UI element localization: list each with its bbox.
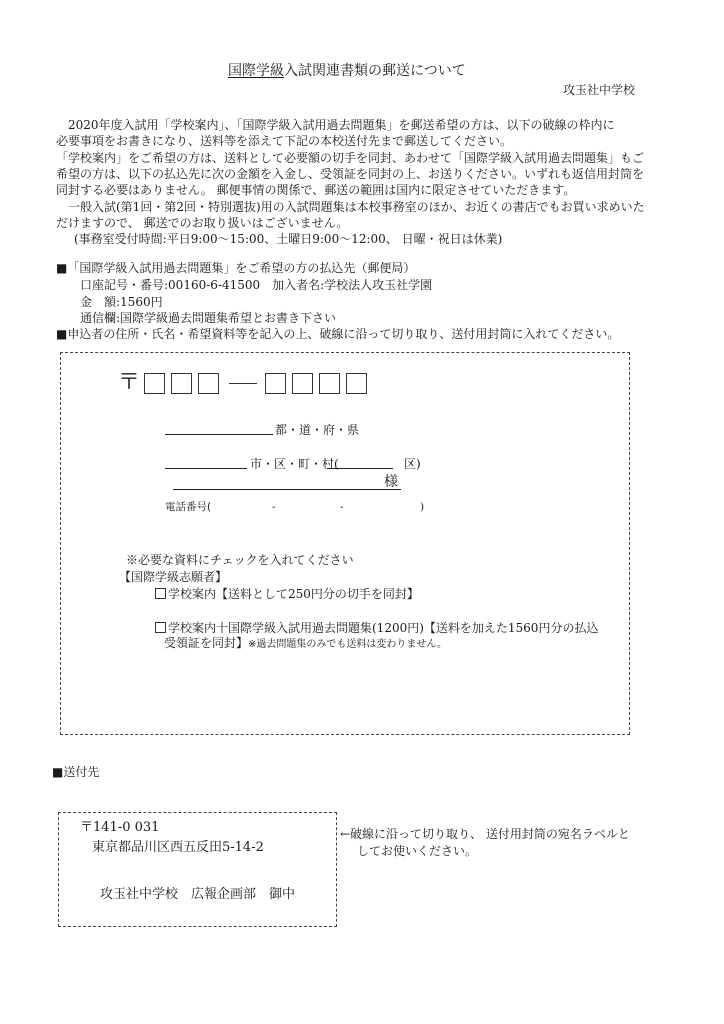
intro-line-4: 希望の方は、以下の払込先に次の金額を入金し、受領証を同封の上、お送りください。いずれも返信用封筒を	[56, 167, 645, 181]
check-note: ※必要な資料にチェックを入れてください	[126, 553, 354, 567]
option-guide-and-exam-book[interactable]	[155, 621, 598, 636]
postal-dash	[229, 383, 257, 384]
payment-account: 口座記号・番号:00160-6-41500 加入者名:学校法人攻玉社学園	[80, 278, 433, 292]
application-form-cutout	[60, 352, 630, 735]
option-school-guide-label: 学校案内【送料として250円分の切手を同封】	[168, 587, 419, 601]
intro-line-6: 一般入試(第1回・第2回・特別選抜)用の入試問題集は本校事務室のほか、お近くの書店でもお買い求めいた	[68, 200, 645, 214]
city-input-line[interactable]	[165, 468, 247, 469]
city-label: 市・区・町・村(	[250, 457, 339, 471]
form-instruction: ■申込者の住所・氏名・希望資料等を記入の上、破線に沿って切り取り、送付用封筒に入れてください。	[56, 327, 620, 341]
mailing-heading: ■送付先	[52, 765, 100, 779]
intro-line-2: 必要事項をお書きになり、送料等を添えて下記の本校送付先まで郵送してください。	[56, 134, 513, 148]
option-guide-and-exam-book-label: 学校案内十国際学級入試用過去問題集(1200円)【送料を加えた1560円分の払込	[168, 621, 599, 635]
intro-line-7: だけますので、 郵送でのお取り扱いはございません。	[56, 216, 349, 230]
option-guide-and-exam-book-cont	[164, 636, 447, 651]
postal-digit-box[interactable]	[198, 373, 219, 394]
intro-line-5: 同封する必要はありません。 郵便事情の関係で、郵送の範囲は国内に限定させていただきます。	[56, 183, 576, 197]
postal-digit-box[interactable]	[144, 373, 165, 394]
name-suffix: 様	[384, 474, 398, 490]
payment-amount: 金 額:1560円	[80, 295, 163, 309]
mailing-postal: 〒141-0 031	[80, 820, 160, 835]
mailing-recipient: 攻玉社中学校 広報企画部 御中	[100, 887, 296, 902]
postal-mark-icon: 〒	[118, 370, 141, 395]
checkbox[interactable]	[155, 622, 166, 633]
intro-line-8: (事務室受付時間:平日9:00～15:00、土曜日9:00～12:00、 日曜・祝日は休業)	[74, 232, 503, 246]
postal-digit-box[interactable]	[346, 373, 367, 394]
title-rest: 入試関連書類の郵送について	[284, 63, 466, 79]
applicant-category: 【国際学級志願者】	[119, 570, 228, 584]
option-cont-text: 受領証を同封】	[164, 636, 249, 650]
label-note-line-2: してお使いください。	[357, 844, 478, 858]
postal-digit-box[interactable]	[265, 373, 286, 394]
school-name: 攻玉社中学校	[563, 83, 636, 97]
prefecture-label: 都・道・府・県	[275, 423, 360, 437]
title-underlined: 国際学級	[228, 63, 284, 79]
option-note: ※過去問題集のみでも送料は変わりません。	[248, 639, 447, 650]
label-note-line-1: ←破線に沿って切り取り、 送付用封筒の宛名ラベルと	[340, 827, 630, 841]
postal-code-field[interactable]	[118, 372, 373, 394]
option-school-guide[interactable]	[155, 587, 419, 602]
payment-heading: ■「国際学級入試用過去問題集」をご希望の方の払込先（郵便局）	[56, 261, 416, 275]
intro-line-1: 2020年度入試用「学校案内」、「国際学級入試用過去問題集」を郵送希望の方は、以下の破線の枠内に	[68, 118, 615, 132]
phone-input[interactable]	[220, 500, 415, 514]
name-input-line[interactable]	[173, 489, 401, 490]
ward-input-line[interactable]	[327, 468, 393, 469]
checkbox[interactable]	[155, 588, 166, 599]
ward-label: 区)	[404, 457, 421, 471]
postal-digit-box[interactable]	[319, 373, 340, 394]
mailing-address: 東京都品川区西五反田5-14-2	[92, 840, 264, 855]
payment-memo: 通信欄:国際学級過去問題集希望とお書き下さい	[80, 311, 337, 325]
phone-separator-2: -	[340, 501, 344, 513]
page-title	[228, 62, 466, 80]
phone-separator-1: -	[272, 501, 276, 513]
postal-digit-box[interactable]	[171, 373, 192, 394]
prefecture-input-line[interactable]	[165, 434, 273, 435]
phone-label: 電話番号(	[165, 501, 212, 513]
intro-line-3: 「学校案内」をご希望の方は、送料として必要額の切手を同封、あわせて「国際学級入試用過去問題集」もご	[56, 151, 645, 165]
postal-digit-box[interactable]	[292, 373, 313, 394]
phone-close: )	[420, 501, 425, 513]
